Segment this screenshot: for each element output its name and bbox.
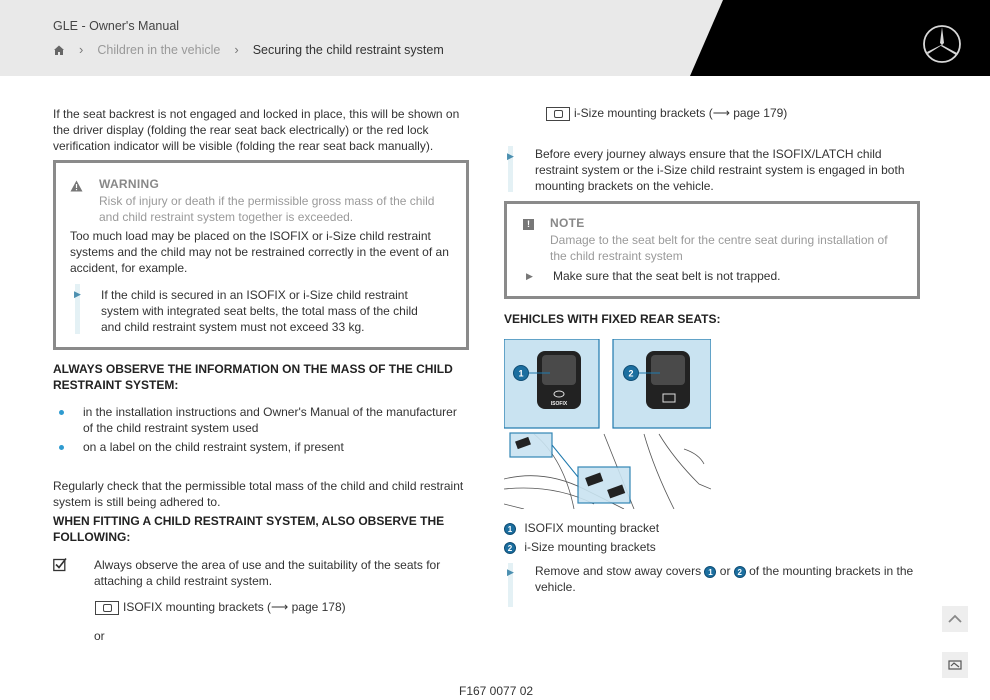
home-icon[interactable] (53, 44, 65, 56)
isize-brackets-link[interactable] (546, 106, 787, 121)
warning-risk-text: Risk of injury or death if the permissible gross mass of the child and child restraint system together is exceeded. (99, 194, 435, 224)
action-triangle-icon: ▶ (507, 151, 514, 161)
bullet-icon (59, 445, 64, 450)
bullet-item: in the installation instructions and Owner's Manual of the manufacturer of the child restraint system used (83, 405, 457, 435)
callout-1-icon: 1 (504, 523, 516, 535)
figure-isofix-label: ISOFIX (550, 401, 568, 407)
isofix-symbol-icon (95, 601, 119, 615)
page-header (0, 0, 990, 76)
chevron-up-icon (948, 614, 962, 623)
warning-triangle-icon (70, 180, 83, 192)
remove-text-or: or (719, 564, 731, 578)
document-title: GLE - Owner's Manual (53, 19, 180, 33)
intro-paragraph: If the seat backrest is not engaged and locked in place, this will be shown on the driver display (folding the rear seat back electrically) or the red lock verification indicator will be visible (folding the rear seat back manually). (53, 107, 460, 153)
callout-1: 1 (518, 368, 524, 379)
legend-1-text: ISOFIX mounting bracket (524, 521, 660, 535)
warning-label: WARNING (99, 177, 160, 191)
legend-item-2 (504, 540, 656, 554)
bullet-icon (59, 410, 64, 415)
remove-text-b: of the mounting brackets in the vehicle. (535, 564, 914, 594)
mercedes-star-logo (922, 24, 962, 64)
check-text: Always observe the area of use and the suitability of the seats for attaching a child restraint system. (94, 558, 441, 588)
bullet-item: on a label on the child restraint system, if present (83, 440, 344, 454)
note-label: NOTE (550, 216, 585, 230)
chevron-right-icon: › (234, 42, 239, 57)
checkbox-icon (53, 557, 68, 572)
callout-2: 2 (628, 368, 634, 379)
breadcrumb-children-in-vehicle[interactable]: Children in the vehicle (97, 42, 221, 57)
regularly-paragraph: Regularly check that the permissible total mass of the child and child restraint system is still being adhered to. (53, 479, 464, 509)
breadcrumb-current-page: Securing the child restraint system (252, 42, 444, 57)
mounting-brackets-illustration (504, 339, 711, 509)
isofix-brackets-link[interactable] (95, 600, 346, 615)
fixed-seats-heading: VEHICLES WITH FIXED REAR SEATS: (504, 312, 721, 326)
or-text: or (94, 629, 105, 643)
remove-text-a: Remove and stow away covers (535, 564, 702, 578)
warning-box (53, 160, 469, 350)
scroll-to-top-button[interactable] (942, 606, 968, 632)
callout-1-icon: 1 (704, 566, 716, 578)
remove-covers-text (535, 563, 920, 595)
isize-thumbnail-button[interactable] (942, 652, 968, 678)
warning-action-text: If the child is secured in an ISOFIX or i-Size child restraint system with integrated seat belts, the total mass of the child and child restraint system must not exceed 33 kg. (101, 288, 418, 334)
isize-link-text: i-Size mounting brackets (⟶ page 179) (574, 106, 788, 120)
note-text: Damage to the seat belt for the centre seat during installation of the child restraint system (550, 233, 888, 263)
chevron-right-icon: › (79, 42, 84, 57)
action-triangle-icon: ▶ (74, 289, 81, 299)
figure-code: F167 0077 02 (459, 684, 534, 698)
isize-symbol-icon (947, 659, 963, 671)
callout-2-icon: 2 (734, 566, 746, 578)
breadcrumb (53, 42, 444, 57)
observe-heading: ALWAYS OBSERVE THE INFORMATION ON THE MASS OF THE CHILD RESTRAINT SYSTEM: (53, 362, 453, 392)
legend-item-1 (504, 521, 659, 535)
fitting-heading: WHEN FITTING A CHILD RESTRAINT SYSTEM, ALSO OBSERVE THE FOLLOWING: (53, 514, 445, 544)
journey-text: Before every journey always ensure that the ISOFIX/LATCH child restraint system or the i-Size child restraint system is engaged in both mounting brackets on the vehicle. (535, 147, 905, 193)
isize-symbol-icon (546, 107, 570, 121)
note-box (504, 201, 920, 299)
callout-2-icon: 2 (504, 542, 516, 554)
action-triangle-icon: ▶ (526, 271, 533, 281)
legend-2-text: i-Size mounting brackets (524, 540, 656, 554)
note-icon: ! (523, 219, 534, 230)
isofix-link-text: ISOFIX mounting brackets (⟶ page 178) (123, 600, 346, 614)
warning-body-text: Too much load may be placed on the ISOFIX or i-Size child restraint systems and the child may not be restrained correctly in the event of an accident, for example. (70, 229, 449, 275)
note-action-text: Make sure that the seat belt is not trapped. (553, 269, 781, 283)
action-triangle-icon: ▶ (507, 567, 514, 577)
